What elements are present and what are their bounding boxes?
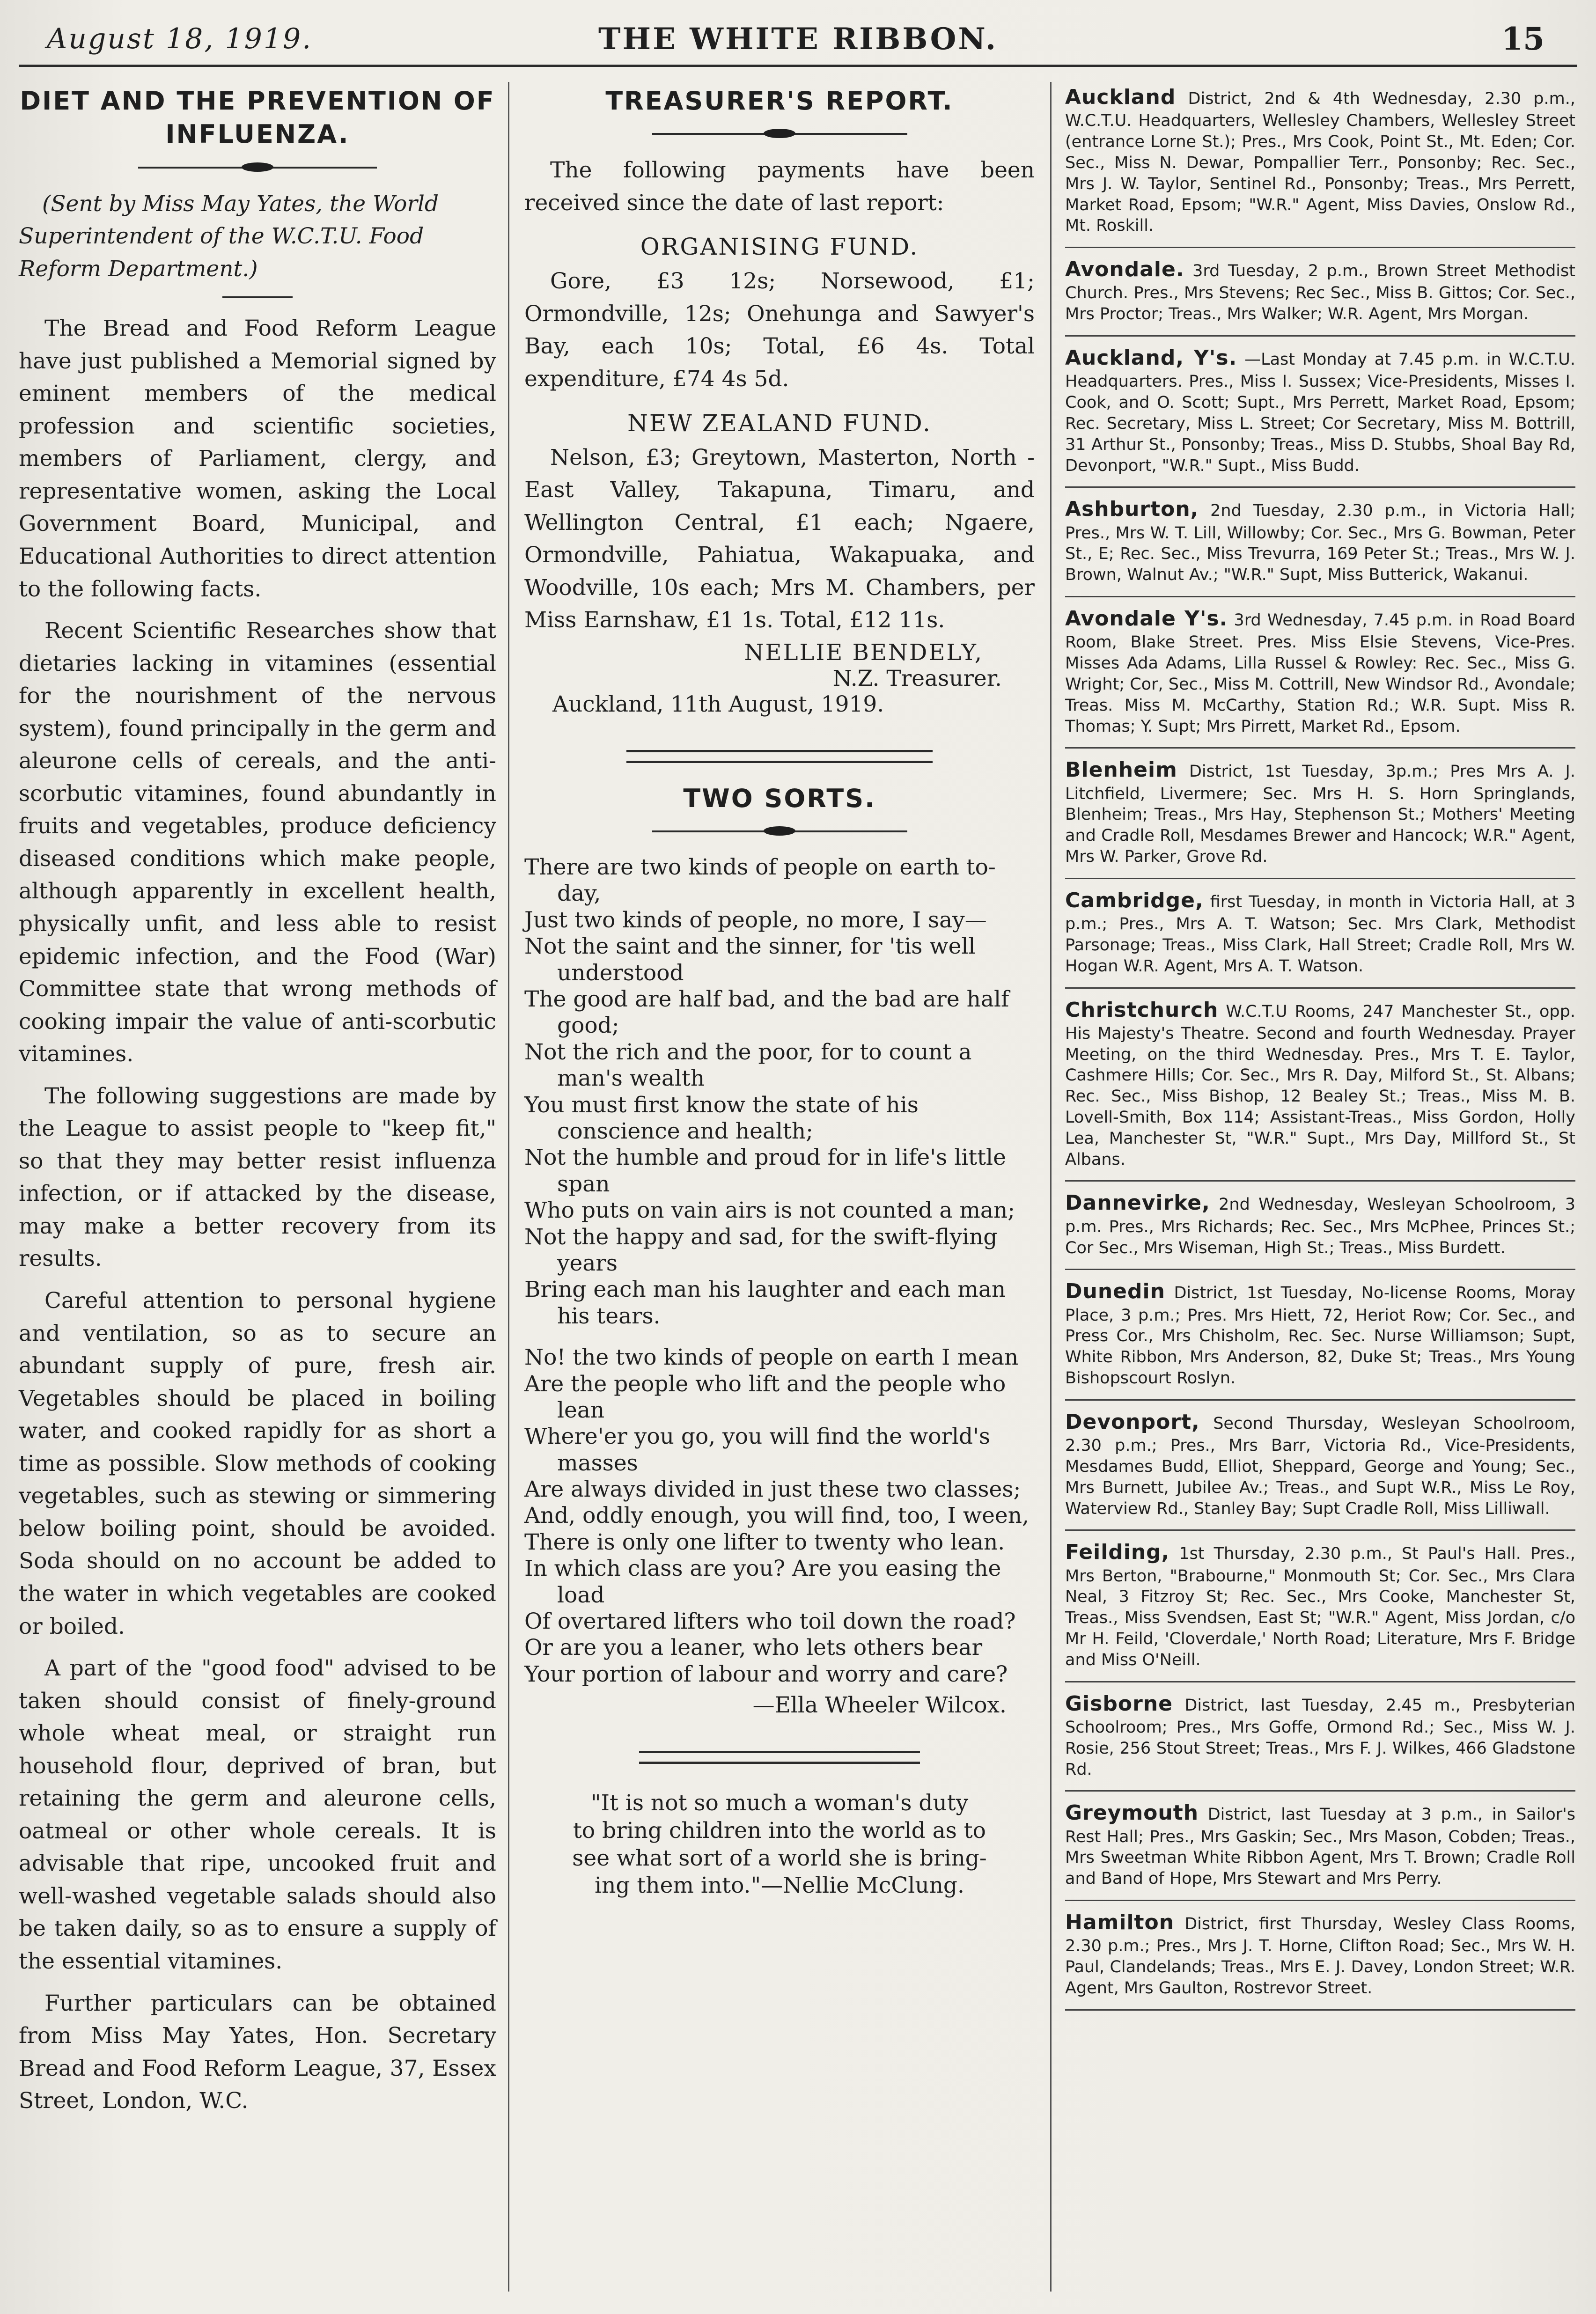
entry-name: Hamilton: [1065, 1910, 1175, 1934]
closing-quote: [524, 1790, 1035, 1900]
entry-details: District, 2nd & 4th Wednesday, 2.30 p.m., W.C.T.U. Headquarters, Wellesley Chambers, Wellesley Street (entrance Lorne St.); Pres., Mrs Cook, Point St., Mt. Eden; Cor. Sec., Miss N. Dewar, Pompallier Terr., Ponsonby; Rec. Sec., Mrs J. W. Taylor, Sentinel Rd., Ponsonby; Treas., Mrs Perrett, Market Road, Epsom; "W.R." Agent, Miss Davies, Onslow Rd., Mt. Roskill.: [1065, 89, 1575, 235]
directory-entry: [1065, 1792, 1575, 1901]
poem-line: Or are you a leaner, who lets others bear: [524, 1635, 983, 1661]
fund-title: ORGANISING FUND.: [640, 233, 919, 261]
poem-line: Are the people who lift and the people who lean: [524, 1371, 1006, 1423]
poem-line: Not the humble and proud for in life's little span: [524, 1145, 1006, 1197]
poem-two-sorts: [524, 782, 1035, 1718]
entry-name: Dunedin: [1065, 1279, 1165, 1304]
entry-details: Second Thursday, Wesleyan Schoolroom, 2.30 p.m.; Pres., Mrs Barr, Victoria Rd., Vice-Presidents, Mesdames Budd, Elliot, Sheppard, George and Young; Sec., Mrs Burnett, Jubilee Av.; Treas., and Supt W.R., Miss Le Roy, Waterview Rd., Stanley Bay; Supt Cradle Roll, Miss Lilliwall.: [1065, 1414, 1575, 1518]
directory-entry: [1065, 879, 1575, 989]
entry-name: Christchurch: [1065, 998, 1219, 1022]
middle-column: [524, 84, 1035, 1900]
directory-entry: [1065, 1182, 1575, 1270]
directory-entry: [1065, 248, 1575, 337]
signature-title: N.Z. Treasurer.: [832, 665, 1002, 691]
article-paragraph: The Bread and Food Reform League have just published a Memorial signed by eminent members of the medical profession and scientific societies, members of Parliament, clergy, and representative women, asking the Local Government Board, Municipal, and Educational Authorities to direct attention to the following facts.: [19, 316, 496, 602]
entry-details: 3rd Wednesday, 7.45 p.m. in Road Board Room, Blake Street. Pres. Miss Elsie Stevens, Vice-Pres. Misses Ada Adams, Lilla Russel & Rowley: Rec. Sec., Miss G. Wright; Cor, Sec., Miss M. Cottrill, New Windsor Rd., Avondale; Treas. Miss M. McCarthy, Station Rd.; W.R. Supt. Miss R. Thomas; Y. Supt; Mrs Pirrett, Market Rd., Epsom.: [1065, 611, 1575, 736]
quote-line: ing them into."—Nellie McClung.: [595, 1873, 964, 1899]
poem-line: Are always divided in just these two classes;: [524, 1477, 1021, 1503]
directory-entry: [1065, 1901, 1575, 2011]
entry-details: W.C.T.U Rooms, 247 Manchester St., opp. His Majesty's Theatre. Second and fourth Wednesday. Prayer Meeting, on the third Wednesday. Pres., Mrs T. E. Taylor, Cashmere Hills; Cor. Sec., Mrs R. Day, Milford St., St. Albans; Rec. Sec., Miss Bishop, 12 Bealey St.; Treas., Miss M. B. Lovell-Smith, Box 114; Assistant-Treas., Miss Gordon, Holly Lea, Manchester St, "W.R." Supt., Mrs Day, Millford St., St Albans.: [1065, 1002, 1575, 1169]
directory-entry: [1065, 749, 1575, 879]
poem-line: Not the saint and the sinner, for 'tis well understood: [524, 933, 976, 986]
issue-date: August 18, 1919.: [47, 22, 313, 55]
signature-name: NELLIE BENDELY,: [744, 639, 983, 666]
directory-entry: [1065, 1682, 1575, 1792]
entry-details: 1st Thursday, 2.30 p.m., St Paul's Hall. Pres., Mrs Berton, "Brabourne," Monmouth St; Cor. Sec., Mrs Clara Neal, 3 Fitzroy St; Rec. Sec., Mrs Cooke, Manchester St, Treas., Miss Svendsen, East St; "W.R." Agent, Miss Jordan, c/o Mr H. Feild, 'Cloverdale,' North Road; Literature, Mrs F. Bridge and Miss O'Neill.: [1065, 1544, 1575, 1669]
directory-entry: [1065, 989, 1575, 1182]
entry-name: Greymouth: [1065, 1801, 1199, 1825]
ornament-divider: [524, 124, 1035, 143]
entry-name: Devonport,: [1065, 1410, 1200, 1434]
poem-stanza: [524, 854, 1035, 1330]
directory-entry: [1065, 84, 1575, 248]
quote-line: "It is not so much a woman's duty: [590, 1790, 969, 1816]
entry-details: 2nd Tuesday, 2.30 p.m., in Victoria Hall; Pres., Mrs W. T. Lill, Willowby; Cor. Sec., Mrs G. Bowman, Peter St., E; Rec. Sec., Miss Trevurra, 169 Peter St.; Treas., Mrs W. J. Brown, Walnut Av.; "W.R." Supt, Miss Butterick, Wakanui.: [1065, 501, 1575, 585]
quote-line: see what sort of a world she is bring-: [572, 1845, 987, 1871]
report-heading: TREASURER'S REPORT.: [605, 86, 954, 116]
entry-name: Auckland, Y's.: [1065, 346, 1237, 370]
short-divider: [222, 296, 293, 298]
entry-details: District, last Tuesday, 2.45 m., Presbyterian Schoolroom; Pres., Mrs Goffe, Ormond Rd.; Sec., Miss W. J. Rosie, 256 Stout Street; Treas., Mrs F. J. Wilkes, 466 Gladstone Rd.: [1065, 1696, 1575, 1779]
section-divider: [626, 750, 933, 763]
entry-details: District, 1st Tuesday, 3p.m.; Pres Mrs A. J. Litchfield, Livermere; Sec. Mrs H. S. Horn Springlands, Blenheim; Treas., Mrs Hay, Stephenson St.; Mothers' Meeting and Cradle Roll, Mesdames Brewer and Hancock; W.R." Agent, Mrs W. Parker, Grove Rd.: [1065, 762, 1575, 866]
entry-name: Avondale Y's.: [1065, 607, 1228, 631]
entry-name: Blenheim: [1065, 758, 1177, 782]
article-paragraph: Careful attention to personal hygiene and ventilation, so as to secure an abundant supply of pure, fresh air. Vegetables should be placed in boiling water, and cooked rapidly for as short a time as possible. Slow methods of cooking vegetables, such as stewing or simmering below boiling point, should be avoided. Soda should on no account be added to the water in which vegetables are cooked or boiled.: [19, 1288, 496, 1639]
entry-details: District, 1st Tuesday, No-license Rooms, Moray Place, 3 p.m.; Pres. Mrs Hiett, 72, Heriot Row; Cor. Sec., and Press Cor., Mrs Chisholm, Rec. Sec. Nurse Williamson; Supt, White Ribbon, Mrs Anderson, 82, Duke St; Treas., Mrs Young Bishopscourt Roslyn.: [1065, 1284, 1575, 1388]
poem-line: The good are half bad, and the bad are half good;: [524, 986, 1009, 1039]
article-intro: (Sent by Miss May Yates, the World Superintendent of the W.C.T.U. Food Reform Department.): [19, 191, 439, 282]
column-divider: [1050, 82, 1052, 2292]
poem-line: Not the rich and the poor, for to count a man's wealth: [524, 1039, 972, 1092]
poem-stanza: [524, 1344, 1035, 1688]
entry-details: 3rd Tuesday, 2 p.m., Brown Street Methodist Church. Pres., Mrs Stevens; Rec Sec., Miss B. Gittos; Cor. Sec., Mrs Proctor; Treas., Mrs Walker; W.R. Agent, Mrs Morgan.: [1065, 262, 1575, 324]
directory-entry: [1065, 1270, 1575, 1401]
poem-author: —Ella Wheeler Wilcox.: [752, 1692, 1007, 1719]
union-directory: [1065, 84, 1575, 2011]
ornament-divider: [524, 822, 1035, 840]
entry-name: Feilding,: [1065, 1540, 1170, 1565]
page-header: [0, 0, 1596, 70]
fund-details: Nelson, £3; Greytown, Masterton, North - East Valley, Takapuna, Timaru, and Wellington Central, £1 each; Ngaere, Ormondville, Pahiatua, Wakapuaka, and Woodville, 10s each; Mrs M. Chambers, per Miss Earnshaw, £1 1s. Total, £12 11s.: [524, 444, 1035, 633]
signature-date: Auckland, 11th August, 1919.: [552, 691, 884, 717]
report-intro: The following payments have been received since the date of last report:: [524, 157, 1035, 216]
left-column-article: [19, 84, 496, 2127]
entry-details: first Tuesday, in month in Victoria Hall, at 3 p.m.; Pres., Mrs A. T. Watson; Sec. Mrs Clark, Methodist Parsonage; Treas., Miss Clark, Hall Street; Cradle Roll, Mrs W. Hogan W.R. Agent, Mrs A. T. Watson.: [1065, 892, 1575, 976]
directory-entry: [1065, 488, 1575, 597]
poem-line: Of overtared lifters who toil down the road?: [524, 1609, 1016, 1635]
entry-name: Dannevirke,: [1065, 1191, 1210, 1215]
section-divider: [639, 1751, 920, 1764]
article-paragraph: A part of the "good food" advised to be taken should consist of finely-ground whole wheat meal, or straight run household flour, deprived of bran, but retaining the germ and aleurone cells, oatmeal or other whole cereals. It is advisable that ripe, uncooked fruit and well-washed vegetable salads should also be taken daily, so as to ensure a supply of the essential vitamines.: [19, 1655, 496, 1974]
entry-name: Gisborne: [1065, 1691, 1173, 1716]
treasurers-report: [524, 84, 1035, 717]
entry-name: Ashburton,: [1065, 497, 1199, 522]
article-paragraph: The following suggestions are made by the League to assist people to "keep fit," so that they may better resist influenza infection, or if attacked by the disease, may make a better recovery from its results.: [19, 1083, 496, 1272]
poem-line: You must first know the state of his conscience and health;: [524, 1092, 919, 1144]
entry-details: District, first Thursday, Wesley Class Rooms, 2.30 p.m.; Pres., Mrs J. T. Horne, Clifton Road; Sec., Mrs W. H. Paul, Clandelands; Treas., Mrs E. J. Davey, London Street; W.R. Agent, Mrs Gaulton, Rostrevor Street.: [1065, 1915, 1575, 1998]
entry-details: 2nd Wednesday, Wesleyan Schoolroom, 3 p.m. Pres., Mrs Richards; Rec. Sec., Mrs McPhee, Princes St.; Cor Sec., Mrs Wiseman, High St.; Treas., Miss Burdett.: [1065, 1195, 1575, 1257]
directory-entry: [1065, 337, 1575, 488]
directory-entry: [1065, 1401, 1575, 1531]
fund-details: Gore, £3 12s; Norsewood, £1; Ormondville, 12s; Onehunga and Sawyer's Bay, each 10s; Total, £6 4s. Total expenditure, £74 4s 5d.: [524, 268, 1035, 392]
article-heading: DIET AND THE PREVENTION OF INFLUENZA.: [20, 86, 495, 149]
ornament-divider: [19, 158, 496, 176]
directory-entry: [1065, 1531, 1575, 1682]
poem-heading: TWO SORTS.: [683, 783, 876, 813]
article-paragraph: Recent Scientific Researches show that dietaries lacking in vitamines (essential for the nourishment of the nervous system), found principally in the germ and aleurone cells of cereals, and the anti-scorbutic vitamines, found abundantly in fruits and vegetables, produce deficiency diseased conditions which make people, although apparently in excellent health, physically unfit, and less able to resist epidemic infection, and the Food (War) Committee state that wrong methods of cooking impair the value of anti-scorbutic vitamines.: [19, 618, 496, 1067]
poem-line: There is only one lifter to twenty who lean.: [524, 1529, 1005, 1555]
poem-line: Just two kinds of people, no more, I say—: [524, 907, 987, 933]
poem-line: No! the two kinds of people on earth I mean: [524, 1344, 1019, 1371]
poem-line: Where'er you go, you will find the world's masses: [524, 1424, 991, 1476]
column-divider: [508, 82, 509, 2292]
entry-name: Avondale.: [1065, 257, 1184, 282]
entry-name: Cambridge,: [1065, 888, 1204, 912]
entry-details: District, last Tuesday at 3 p.m., in Sailor's Rest Hall; Pres., Mrs Gaskin; Sec., Mrs Mason, Cobden; Treas., Mrs Sweetman White Ribbon Agent, Mrs T. Brown; Cradle Roll and Band of Hope, Mrs Stewart and Mrs Perry.: [1065, 1805, 1575, 1888]
entry-details: —Last Monday at 7.45 p.m. in W.C.T.U. Headquarters. Pres., Miss I. Sussex; Vice-Presidents, Misses I. Cook, and O. Scott; Supt., Mrs Perrett, Market Road, Epsom; Rec. Secretary, Miss L. Street; Cor Secretary, Miss M. Bottrill, 31 Arthur St., Ponsonby; Treas., Miss D. Stubbs, Shoal Bay Rd, Devonport, "W.R." Supt., Miss Budd.: [1065, 350, 1575, 475]
directory-entry: [1065, 597, 1575, 749]
poem-line: Bring each man his laughter and each man his tears.: [524, 1277, 1006, 1329]
quote-line: to bring children into the world as to: [573, 1817, 986, 1844]
poem-line: Your portion of labour and worry and care?: [524, 1661, 1008, 1687]
poem-line: In which class are you? Are you easing the load: [524, 1556, 1001, 1608]
page-number: 15: [1501, 21, 1545, 57]
poem-line: There are two kinds of people on earth to-day,: [524, 854, 996, 907]
article-paragraph: Further particulars can be obtained from Miss May Yates, Hon. Secretary Bread and Food Reform League, 37, Essex Street, London, W.C.: [19, 1990, 496, 2114]
poem-line: Not the happy and sad, for the swift-flying years: [524, 1224, 998, 1276]
header-rule: [19, 65, 1577, 67]
fund-title: NEW ZEALAND FUND.: [627, 409, 932, 437]
poem-line: Who puts on vain airs is not counted a man;: [524, 1197, 1015, 1224]
newspaper-title: THE WHITE RIBBON.: [598, 22, 998, 57]
entry-name: Auckland: [1065, 85, 1176, 109]
poem-line: And, oddly enough, you will find, too, I ween,: [524, 1503, 1029, 1529]
